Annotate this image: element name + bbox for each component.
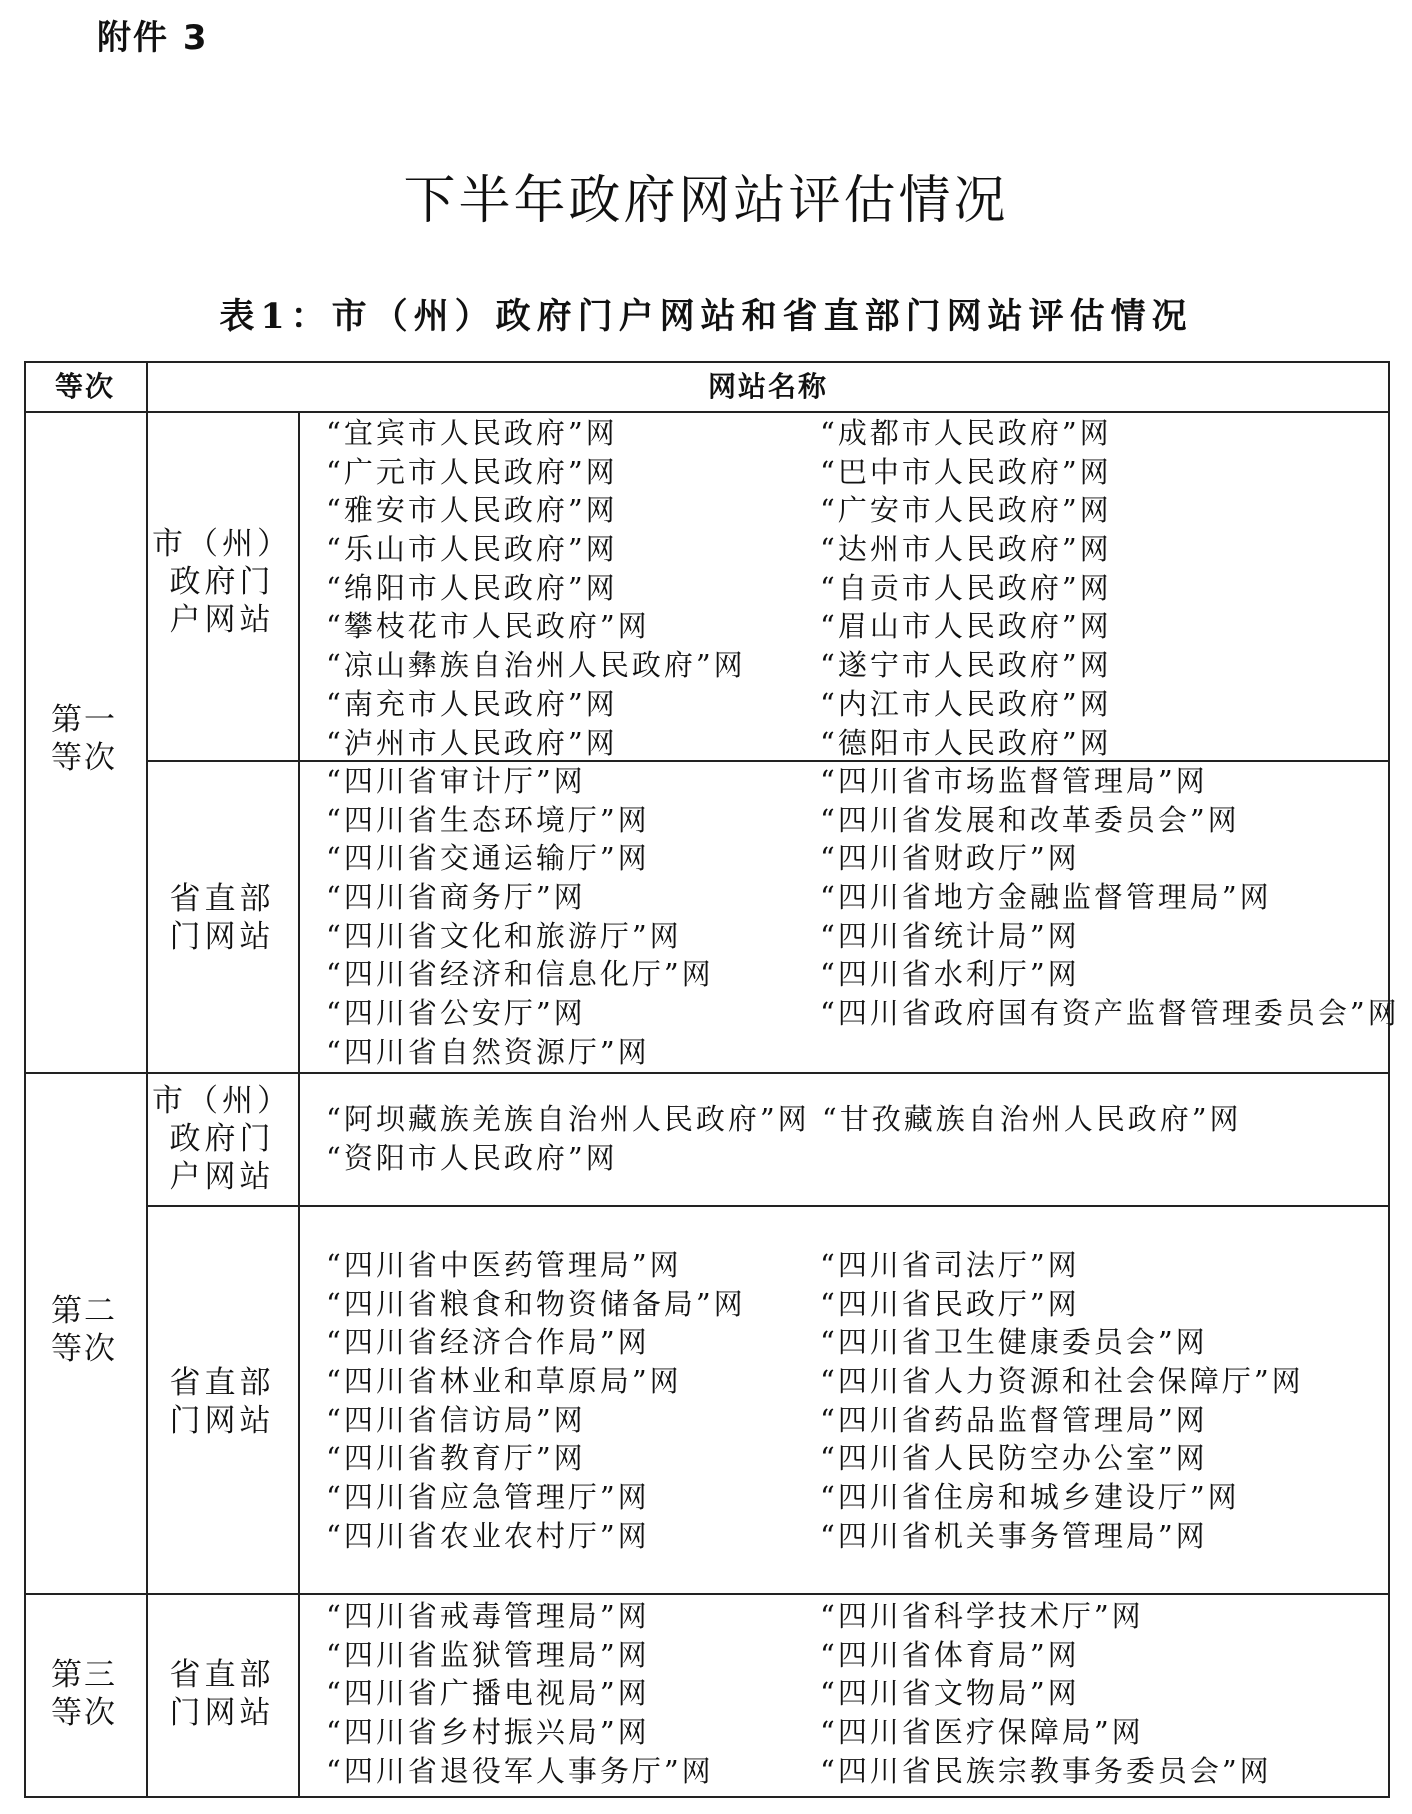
website-entry: “四川省中医药管理局”网 [326,1248,682,1282]
text-line: 省直部 [169,881,275,917]
text-line: 第一 [51,702,117,738]
website-entry: “四川省体育局”网 [820,1637,1080,1672]
website-entry: “绵阳市人民政府”网 [326,570,618,605]
website-entry: “四川省文物局”网 [820,1676,1080,1711]
website-entry: “四川省地方金融监督管理局”网 [820,880,1272,915]
website-entry: “达州市人民政府”网 [820,532,1112,567]
text-line: 门网站 [169,1403,275,1439]
tier3-dept-list-left [326,1597,714,1790]
text-line: 等次 [51,740,117,776]
website-entry: “四川省广播电视局”网 [326,1676,650,1711]
tier2-rank [24,1292,144,1368]
tier1-dept-category [148,880,296,956]
website-entry: “四川省住房和城乡建设厅”网 [820,1480,1240,1515]
website-entry: “四川省民族宗教事务委员会”网 [820,1753,1272,1788]
website-entry: “成都市人民政府”网 [820,416,1112,450]
tier3-dept-list-right [820,1597,1272,1790]
text-line: 政府门 [169,1121,275,1157]
category-column-border [298,411,300,1798]
website-entry: “遂宁市人民政府”网 [820,648,1112,683]
tier2-bottom-border [24,1593,1390,1595]
table-bottom-border [24,1796,1390,1798]
tier2-dept-list-right [820,1246,1304,1556]
website-entry: “眉山市人民政府”网 [820,609,1112,644]
website-entry: “四川省统计局”网 [820,918,1080,953]
website-entry: “自贡市人民政府”网 [820,570,1112,605]
table-left-border [24,361,26,1798]
website-entry: “四川省机关事务管理局”网 [820,1518,1208,1553]
website-entry: “攀枝花市人民政府”网 [326,609,650,644]
website-entry: “四川省人民防空办公室”网 [820,1441,1208,1476]
text-line: 市（州） [152,526,292,562]
tier2-dept-list-left [326,1246,746,1556]
website-entry: “四川省人力资源和社会保障厅”网 [820,1364,1304,1399]
website-entry: “四川省政府国有资产监督管理委员会”网 [820,996,1400,1031]
header-site-name: 网站名称 [707,370,828,403]
website-entry: “广安市人民政府”网 [820,493,1112,528]
text-line: 门网站 [169,919,275,955]
tier1-rank [24,701,144,777]
website-entry: “四川省发展和改革委员会”网 [820,802,1240,837]
website-entry: “四川省商务厅”网 [326,880,586,915]
website-entry: “四川省粮食和物资储备局”网 [326,1286,746,1321]
website-entry: “四川省交通运输厅”网 [326,841,650,876]
website-entry: “四川省自然资源厅”网 [326,1034,650,1069]
attachment-label: 附件 3 [97,18,209,58]
table-caption: 表1：市（州）政府门户网站和省直部门网站评估情况 [219,296,1193,337]
website-entry: “四川省科学技术厅”网 [820,1599,1144,1633]
website-entry: “四川省信访局”网 [326,1402,586,1437]
website-entry: “阿坝藏族羌族自治州人民政府”网 “甘孜藏族自治州人民政府”网 [326,1102,1242,1136]
website-entry: “四川省林业和草原局”网 [326,1364,682,1399]
text-line: 第三 [51,1657,117,1693]
website-entry: “四川省卫生健康委员会”网 [820,1325,1208,1360]
text-line: 市（州） [152,1083,292,1119]
document-title: 下半年政府网站评估情况 [403,171,1009,231]
text-line: 第二 [51,1293,117,1329]
tier1-city-list-left [326,414,746,762]
tier1-city-list-right [820,414,1112,762]
text-line: 政府门 [169,564,275,600]
tier3-dept-category [148,1656,296,1732]
text-line: 户网站 [169,602,275,638]
tier1-city-category [148,525,296,639]
text-line: 省直部 [169,1365,275,1401]
text-line: 等次 [51,1331,117,1367]
website-entry: “四川省教育厅”网 [326,1441,586,1476]
text-line: 等次 [51,1695,117,1731]
website-entry: “巴中市人民政府”网 [820,454,1112,489]
website-entry: “四川省水利厅”网 [820,957,1080,992]
website-entry: “四川省乡村振兴局”网 [326,1715,650,1750]
website-entry: “四川省审计厅”网 [326,764,586,798]
website-entry: “四川省司法厅”网 [820,1248,1080,1282]
website-entry: “四川省戒毒管理局”网 [326,1599,650,1633]
website-entry: “宜宾市人民政府”网 [326,416,618,450]
website-entry: “泸州市人民政府”网 [326,725,618,760]
website-entry: “雅安市人民政府”网 [326,493,618,528]
tier1-dept-list-left [326,762,714,1072]
header-rank: 等次 [54,370,115,403]
tier2-group-divider [148,1205,1390,1207]
tier1-bottom-border [24,1072,1390,1074]
website-entry: “四川省民政厅”网 [820,1286,1080,1321]
website-entry: “德阳市人民政府”网 [820,725,1112,760]
website-entry: “内江市人民政府”网 [820,686,1112,721]
website-entry: “四川省生态环境厅”网 [326,802,650,837]
website-entry: “四川省监狱管理局”网 [326,1637,650,1672]
website-entry: “四川省药品监督管理局”网 [820,1402,1208,1437]
website-entry: “四川省退役军人事务厅”网 [326,1753,714,1788]
website-entry: “四川省经济合作局”网 [326,1325,650,1360]
website-entry: “凉山彝族自治州人民政府”网 [326,648,746,683]
tier1-dept-list-right [820,762,1400,1033]
website-entry: “资阳市人民政府”网 [326,1141,618,1175]
website-entry: “广元市人民政府”网 [326,454,618,489]
website-entry: “乐山市人民政府”网 [326,532,618,567]
website-entry: “四川省经济和信息化厅”网 [326,957,714,992]
tier2-dept-category [148,1364,296,1440]
text-line: 户网站 [169,1159,275,1195]
tier3-rank [24,1656,144,1732]
website-entry: “四川省市场监督管理局”网 [820,764,1208,798]
text-line: 门网站 [169,1695,275,1731]
website-entry: “四川省农业农村厅”网 [326,1518,650,1553]
website-entry: “四川省应急管理厅”网 [326,1480,650,1515]
table-right-border [1388,361,1390,1798]
website-entry: “四川省公安厅”网 [326,996,586,1031]
tier2-city-category [148,1082,296,1196]
tier2-city-list [326,1100,1242,1178]
website-entry: “四川省医疗保障局”网 [820,1715,1144,1750]
website-entry: “四川省财政厅”网 [820,841,1080,876]
website-entry: “四川省文化和旅游厅”网 [326,918,682,953]
text-line: 省直部 [169,1657,275,1693]
website-entry: “南充市人民政府”网 [326,686,618,721]
